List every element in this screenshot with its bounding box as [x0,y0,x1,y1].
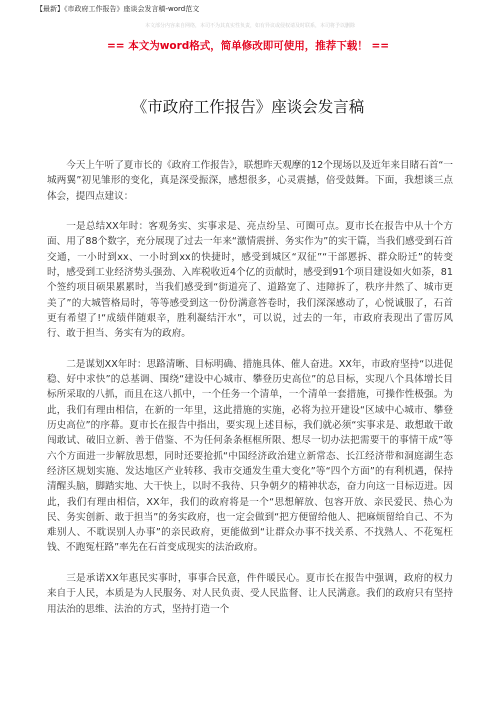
paragraph-plan: 二是谋划XX年时：思路清晰、目标明确、措施具体、催人奋进。XX年，市政府坚持“以进促稳、好中求快”的总基调、围绕“建设中心城市、攀登历史高位”的总目标，实现八个具体增长目标所采取的八抓，而且在这八抓中，一个任务一个清单，一个清单一套措施，可操作性极强。为此，我们有理由相信，在新的一年里，这此措施的实施，必将为拉开建设“区域中心城市、攀登历史高位”的序幕。夏市长在报告中指出，要实现上述目标，我们就必须“实事求是、敢想敢干敢闯敢试、破旧立新、善于借鉴、不为任何条条框框所限、想尽一切办法把需要干的事情干成”等六个方面进一步解放思想，同时还要抢抓“中国经济政治建立新常态、长江经济带和洞庭湖生态经济区规划实施、发达地区产业转移、我市交通发生重大变化”等“四个方面”的有利机遇，保持清醒头脑，脚踏实地、大干快上，以时不我待、只争朝夕的精神状态，奋力向这一目标迈进。因此，我们有理由相信，XX年，我们的政府将是一个“思想解放、包容开放、亲民爱民、热心为民、务实创新、敢于担当”的务实政府，也一定会做到“把方便留给他人、把麻烦留给自己、不为难别人、不耽误别人办事”的亲民政府，更能做到“让群众办事不找关系、不找熟人、不花冤枉钱、不跑冤枉路”率先在石首变成现实的法治政府。 [47,358,453,554]
promo-banner: == 本文为word格式，简单修改即可使用，推荐下载！ == [106,40,390,52]
paragraph-promise: 三是承诺XX年惠民实事时，事事合民意，件件暖民心。夏市长在报告中强调，政府的权力来自于人民，本质是为人民服务、对人民负责、受人民监督、让人民满意。我们的政府只有坚持用法治的思维、法治的方式，坚持打造一个 [47,573,453,615]
document-header: 【最新】《市政府工作报告》座谈会发言稿-word范文 [36,5,200,13]
document-title: 《市政府工作报告》座谈会发言稿 [131,98,365,116]
paragraph-intro: 今天上午听了夏市长的《政府工作报告》，联想昨天观摩的12个现场以及近年来目睹石首“一城两翼”初见雏形的变化，真是深受振深，感想很多，心灵震撼，倍受鼓舞。下面，我想谈三点体会，提四点建议： [47,160,453,202]
disclaimer-watermark: 本文部分内容来自网络，本司不为其真实性负责，如有异议或侵权请及时联系，本司将予以删除 [144,23,355,29]
paragraph-summary: 一是总结XX年时：客观务实、实事求是、亮点纷呈、可圈可点。夏市长在报告中从十个方面、用了88个数字，充分展现了过去一年来“激情震拼、务实作为”的实干篇，当我们感受到石首交通，一小时到xx、一小时到xx的快捷时，感受到城区“双征”“干部慝拆、群众盼迁”的转变时，感受到工业经济势头强劲、入库税收近4个亿的贡献时，感受到91个项目建设如火如荼，81个签约项目硕果累累时，当我们感受到“街道亮了、道路宽了、违障拆了，秩序井然了、城市更美了”的大城管格局时，等等感受到这一份份满意答卷时，我们深深感动了，心悦诚服了，石首更有希望了!“成绩伴随艰辛，胜利凝结汗水”，可以说，过去的一年，市政府表现出了雷厉风行、敢于担当、务实有为的政府。 [47,221,453,340]
document-body [47,158,453,632]
